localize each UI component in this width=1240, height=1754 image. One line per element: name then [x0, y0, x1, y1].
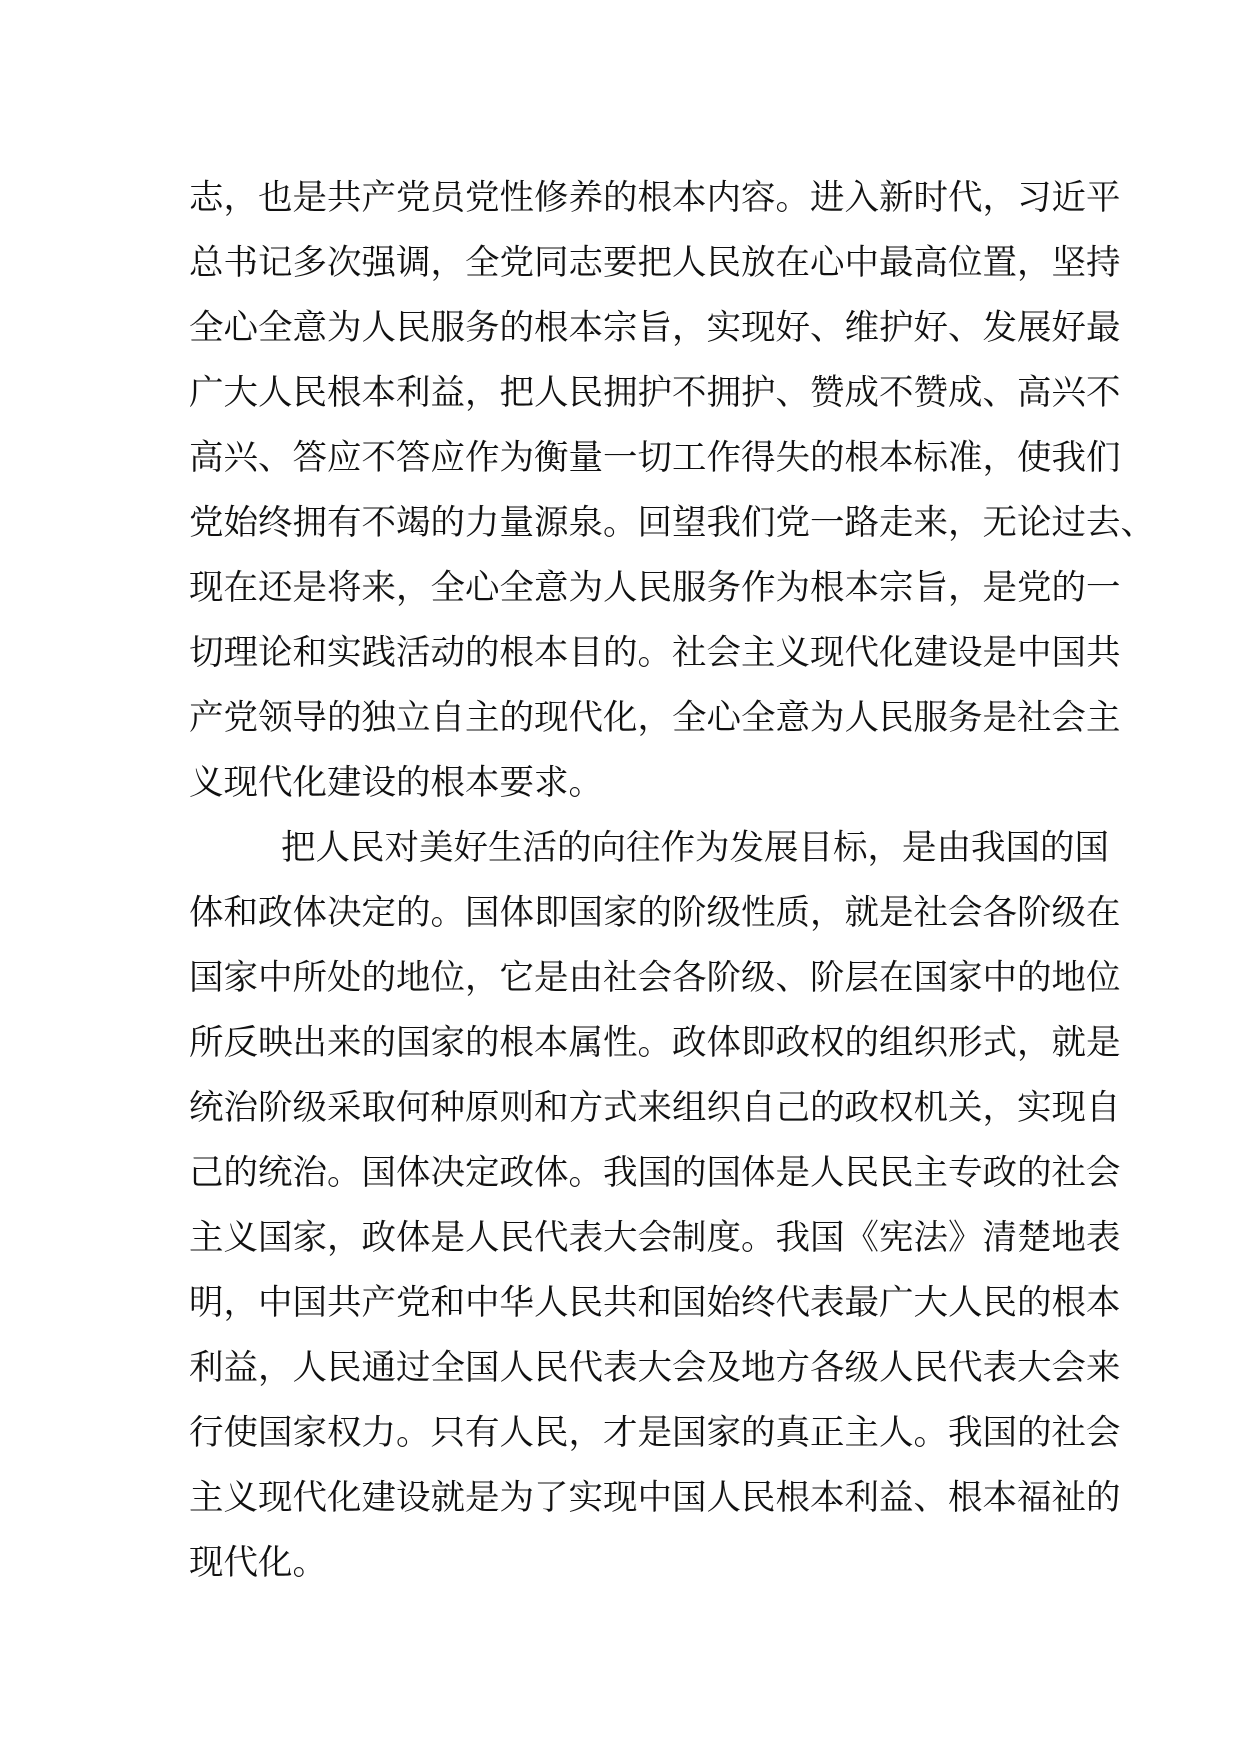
text-line: 志，也是共产党员党性修养的根本内容。进入新时代，习近平 — [189, 178, 1121, 218]
text-line: 统治阶级采取何种原则和方式来组织自己的政权机关，实现自 — [189, 1088, 1121, 1128]
text-line: 体和政体决定的。国体即国家的阶级性质，就是社会各阶级在 — [189, 893, 1121, 933]
text-line: 高兴、答应不答应作为衡量一切工作得失的根本标准，使我们 — [189, 438, 1121, 478]
text-line: 广大人民根本利益，把人民拥护不拥护、赞成不赞成、高兴不 — [189, 373, 1121, 413]
text-line: 切理论和实践活动的根本目的。社会主义现代化建设是中国共 — [189, 633, 1121, 673]
text-line: 产党领导的独立自主的现代化，全心全意为人民服务是社会主 — [189, 698, 1121, 738]
text-line: 行使国家权力。只有人民，才是国家的真正主人。我国的社会 — [189, 1413, 1121, 1453]
text-line-indented: 把人民对美好生活的向往作为发展目标，是由我国的国 — [281, 828, 1109, 868]
text-line: 利益，人民通过全国人民代表大会及地方各级人民代表大会来 — [189, 1348, 1121, 1388]
text-line: 所反映出来的国家的根本属性。政体即政权的组织形式，就是 — [189, 1023, 1121, 1063]
text-line: 主义现代化建设就是为了实现中国人民根本利益、根本福祉的 — [189, 1478, 1121, 1518]
paragraph-2 — [189, 816, 1121, 1596]
text-line: 全心全意为人民服务的根本宗旨，实现好、维护好、发展好最 — [189, 308, 1121, 348]
text-line: 现在还是将来，全心全意为人民服务作为根本宗旨，是党的一 — [189, 568, 1121, 608]
text-line: 主义国家，政体是人民代表大会制度。我国《宪法》清楚地表 — [189, 1218, 1121, 1258]
document-body — [189, 166, 1155, 1596]
text-line: 总书记多次强调，全党同志要把人民放在心中最高位置，坚持 — [189, 243, 1121, 283]
text-line: 国家中所处的地位，它是由社会各阶级、阶层在国家中的地位 — [189, 958, 1121, 998]
text-line: 现代化。 — [189, 1543, 327, 1583]
text-line: 己的统治。国体决定政体。我国的国体是人民民主专政的社会 — [189, 1153, 1121, 1193]
text-line: 义现代化建设的根本要求。 — [189, 763, 603, 803]
text-line: 明，中国共产党和中华人民共和国始终代表最广大人民的根本 — [189, 1283, 1121, 1323]
paragraph-1 — [189, 166, 1155, 816]
text-line: 党始终拥有不竭的力量源泉。回望我们党一路走来，无论过去、 — [189, 503, 1155, 543]
